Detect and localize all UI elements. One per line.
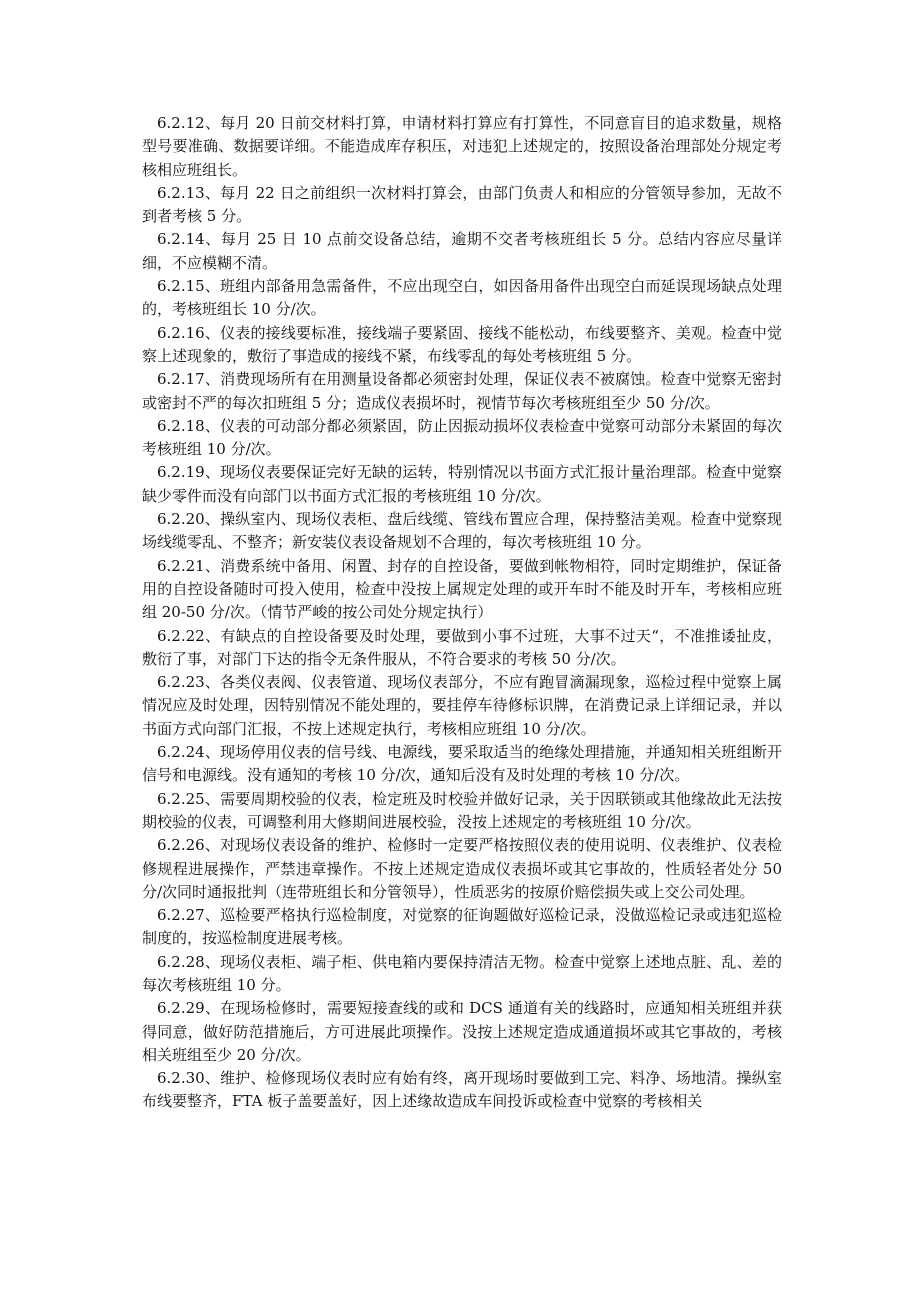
paragraph-6-2-28: 6.2.28、现场仪表柜、端子柜、供电箱内要保持清洁无物。检查中觉察上述地点脏、乱、差的每次考核班组 10 分。 (142, 952, 782, 994)
paragraph-6-2-21: 6.2.21、消费系统中备用、闲置、封存的自控设备，要做到帐物相符，同时定期维护，保证备用的自控设备随时可投入使用，检查中没按上属规定处理的或开车时不能及时开车，考核相应班组 20-50 分/次。（情节严峻的按公司处分规定执行） (142, 556, 782, 622)
paragraph-6-2-27: 6.2.27、巡检要严格执行巡检制度，对觉察的征询题做好巡检记录，没做巡检记录或违犯巡检制度的，按巡检制度进展考核。 (142, 906, 782, 948)
paragraph-6-2-25: 6.2.25、需要周期校验的仪表，检定班及时校验并做好记录，关于因联锁或其他缘故此无法按期校验的仪表，可调整利用大修期间进展校验，没按上述规定的考核班组 10 分/次。 (142, 789, 782, 831)
paragraph-6-2-12: 6.2.12、每月 20 日前交材料打算，申请材料打算应有打算性，不同意盲目的追求数量，规格型号要准确、数据要详细。不能造成库存积压，对违犯上述规定的，按照设备治理部处分规定考核相应班组长。 (142, 114, 782, 179)
paragraph-6-2-19: 6.2.19、现场仪表要保证完好无缺的运转，特别情况以书面方式汇报计量治理部。检查中觉察缺少零件而没有向部门以书面方式汇报的考核班组 10 分/次。 (142, 463, 782, 505)
paragraph-6-2-14: 6.2.14、每月 25 日 10 点前交设备总结，逾期不交者考核班组长 5 分。总结内容应尽量详细，不应模糊不清。 (142, 230, 782, 272)
paragraph-6-2-16: 6.2.16、仪表的接线要标准，接线端子要紧固、接线不能松动，布线要整齐、美观。检查中觉察上述现象的，敷衍了事造成的接线不紧，布线零乱的每处考核班组 5 分。 (142, 323, 782, 365)
paragraph-6-2-20: 6.2.20、操纵室内、现场仪表柜、盘后线缆、管线布置应合理，保持整洁美观。检查中觉察现场线缆零乱、不整齐；新安装仪表设备规划不合理的，每次考核班组 10 分。 (142, 510, 782, 552)
paragraph-6-2-18: 6.2.18、仪表的可动部分都必须紧固，防止因振动损坏仪表检查中觉察可动部分未紧固的每次考核班组 10 分/次。 (142, 416, 782, 459)
paragraph-6-2-15: 6.2.15、班组内部备用急需备件，不应出现空白，如因备用备件出现空白而延误现场缺点处理的，考核班组长 10 分/次。 (142, 277, 782, 319)
paragraph-6-2-17: 6.2.17、消费现场所有在用测量设备都必须密封处理，保证仪表不被腐蚀。检查中觉察无密封或密封不严的每次扣班组 5 分；造成仪表损坏时，视情节每次考核班组至少 50 分/次。 (142, 370, 782, 412)
paragraph-6-2-13: 6.2.13、每月 22 日之前组织一次材料打算会，由部门负责人和相应的分管领导参加，无故不到者考核 5 分。 (142, 183, 782, 226)
paragraph-6-2-29: 6.2.29、在现场检修时，需要短接查线的或和 DCS 通道有关的线路时，应通知相关班组并获得同意，做好防范措施后，方可进展此项操作。没按上述规定造成通道损坏或其它事故的，考核相关班组至少 20 分/次。 (142, 999, 782, 1064)
document-body (142, 112, 782, 1114)
paragraph-6-2-30: 6.2.30、维护、检修现场仪表时应有始有终，离开现场时要做到工完、料净、场地清。操纵室布线要整齐，FTA 板子盖要盖好，因上述缘故造成车间投诉或检查中觉察的考核相关 (142, 1069, 782, 1111)
paragraph-6-2-24: 6.2.24、现场停用仪表的信号线、电源线，要采取适当的绝缘处理措施，并通知相关班组断开信号和电源线。没有通知的考核 10 分/次，通知后没有及时处理的考核 10 分/次。 (142, 743, 782, 785)
paragraph-6-2-22: 6.2.22、有缺点的自控设备要及时处理，要做到小事不过班，大事不过天“，不准推诿扯皮，敷衍了事，对部门下达的指令无条件服从，不符合要求的考核 50 分/次。 (142, 626, 782, 668)
paragraph-6-2-23: 6.2.23、各类仪表阀、仪表管道、现场仪表部分，不应有跑冒滴漏现象，巡检过程中觉察上属情况应及时处理，因特别情况不能处理的，要挂停车待修标识牌，在消费记录上详细记录，并以书面方式向部门汇报，不按上述规定执行，考核相应班组 10 分/次。 (142, 673, 782, 738)
paragraph-6-2-26: 6.2.26、对现场仪表设备的维护、检修时一定要严格按照仪表的使用说明、仪表维护、仪表检修规程进展操作，严禁违章操作。不按上述规定造成仪表损坏或其它事故的，性质轻者处分 50 分/次同时通报批判（连带班组长和分管领导），性质恶劣的按原价赔偿损失或上交公司处理。 (142, 836, 782, 901)
